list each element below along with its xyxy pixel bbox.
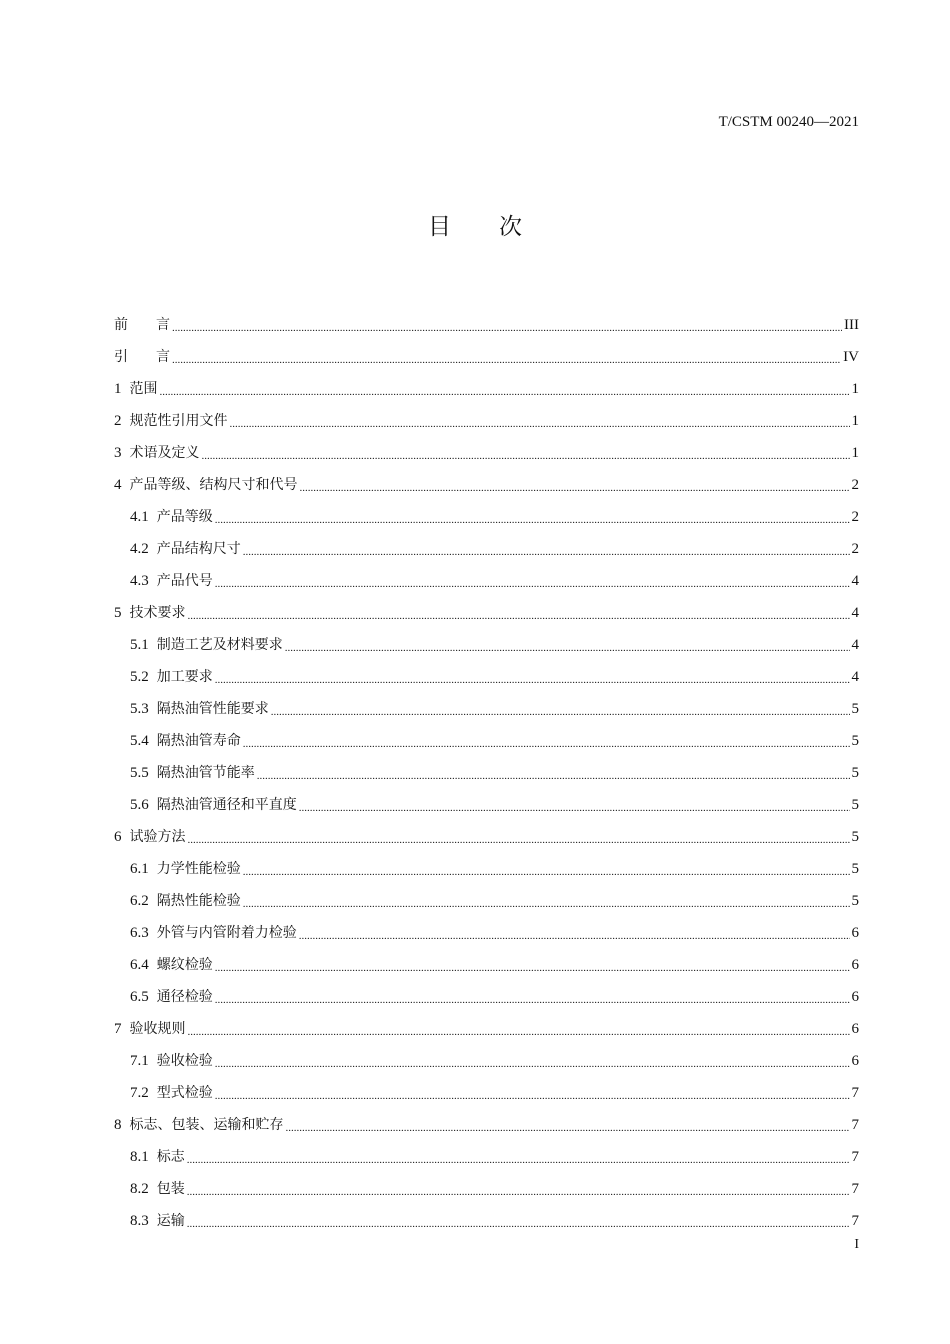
toc-entry-label: 产品代号	[156, 573, 213, 589]
toc-entry-label: 隔热油管寿命	[156, 733, 241, 749]
toc-entry-label: 标志、包装、运输和贮存	[129, 1117, 284, 1133]
toc-entry[interactable]	[114, 629, 859, 661]
toc-entry-number: 6.2	[130, 893, 149, 909]
toc-entry-number: 5.4	[130, 733, 149, 749]
footer-page-number: I	[854, 1237, 859, 1252]
toc-entry[interactable]	[114, 341, 859, 373]
toc-entry-number: 8.1	[130, 1149, 149, 1165]
toc-entry[interactable]	[114, 757, 859, 789]
toc-entry[interactable]	[114, 821, 859, 853]
toc-entry-label: 术语及定义	[129, 445, 200, 461]
toc-entry-label: 标志	[156, 1149, 185, 1165]
toc-entry-label: 制造工艺及材料要求	[156, 637, 283, 653]
toc-entry-label: 验收检验	[156, 1053, 213, 1069]
toc-entry-label: 技术要求	[129, 605, 186, 621]
toc-entry[interactable]	[114, 693, 859, 725]
toc-entry[interactable]	[114, 309, 859, 341]
toc-entry-label: 产品等级、结构尺寸和代号	[129, 477, 298, 493]
toc-leader-dots	[243, 734, 850, 754]
toc-leader-dots	[271, 702, 850, 722]
toc-entry-page: 5	[851, 701, 859, 717]
toc-entry-label: 前 言	[114, 317, 170, 333]
toc-entry-number: 6.3	[130, 925, 149, 941]
toc-leader-dots	[230, 414, 850, 434]
toc-leader-dots	[172, 318, 842, 338]
toc-entry-number: 8.3	[130, 1213, 149, 1229]
toc-entry-page: 2	[851, 509, 859, 525]
toc-entry-page: 5	[851, 765, 859, 781]
toc-entry[interactable]	[114, 917, 859, 949]
toc-entry-page: 1	[851, 413, 859, 429]
toc-entry-label: 外管与内管附着力检验	[156, 925, 297, 941]
toc-entry-page: 5	[851, 797, 859, 813]
toc-entry-label: 隔热油管通径和平直度	[156, 797, 297, 813]
toc-entry-number: 5.1	[130, 637, 149, 653]
page-title	[0, 208, 950, 241]
toc-entry-number: 5	[114, 605, 122, 621]
toc-entry-number: 3	[114, 445, 122, 461]
toc-entry-label: 引 言	[114, 349, 170, 365]
toc-leader-dots	[243, 542, 850, 562]
toc-entry[interactable]	[114, 725, 859, 757]
toc-entry-page: 1	[851, 381, 859, 397]
toc-entry[interactable]	[114, 661, 859, 693]
toc-entry[interactable]	[114, 533, 859, 565]
toc-entry[interactable]	[114, 565, 859, 597]
toc-leader-dots	[188, 606, 850, 626]
toc-entry-number: 6.1	[130, 861, 149, 877]
toc-entry-label: 范围	[129, 381, 158, 397]
toc-leader-dots	[243, 862, 850, 882]
toc-entry-number: 1	[114, 381, 122, 397]
toc-entry[interactable]	[114, 373, 859, 405]
toc-entry-label: 包装	[156, 1181, 185, 1197]
toc-entry[interactable]	[114, 405, 859, 437]
toc-entry-number: 7	[114, 1021, 122, 1037]
toc-leader-dots	[299, 798, 850, 818]
toc-entry-label: 规范性引用文件	[129, 413, 228, 429]
toc-entry[interactable]	[114, 853, 859, 885]
toc-entry-label: 力学性能检验	[156, 861, 241, 877]
toc-leader-dots	[215, 958, 850, 978]
toc-entry-label: 型式检验	[156, 1085, 213, 1101]
toc-entry-number: 5.3	[130, 701, 149, 717]
toc-entry-page: 4	[851, 637, 859, 653]
toc-entry-page: 4	[851, 573, 859, 589]
toc-entry-page: 4	[851, 605, 859, 621]
toc-entry-page: 6	[851, 1053, 859, 1069]
toc-entry[interactable]	[114, 501, 859, 533]
toc-leader-dots	[215, 574, 850, 594]
toc-entry[interactable]	[114, 597, 859, 629]
toc-entry[interactable]	[114, 1109, 859, 1141]
toc-entry-page: 2	[851, 477, 859, 493]
toc-entry-label: 产品等级	[156, 509, 213, 525]
toc-entry-number: 6.5	[130, 989, 149, 1005]
toc-leader-dots	[257, 766, 850, 786]
toc-entry-page: 6	[851, 1021, 859, 1037]
toc-entry-label: 隔热油管节能率	[156, 765, 255, 781]
toc-entry-label: 隔热油管性能要求	[156, 701, 269, 717]
toc-entry-page: 7	[851, 1213, 859, 1229]
toc-entry-number: 7.1	[130, 1053, 149, 1069]
toc-leader-dots	[215, 1086, 850, 1106]
toc-entry-number: 7.2	[130, 1085, 149, 1101]
toc-entry-number: 8.2	[130, 1181, 149, 1197]
toc-entry-label: 通径检验	[156, 989, 213, 1005]
toc-entry-label: 加工要求	[156, 669, 213, 685]
toc-entry-number: 4	[114, 477, 122, 493]
toc-entry-page: 6	[851, 925, 859, 941]
toc-entry[interactable]	[114, 1205, 859, 1237]
toc-entry-page: 1	[851, 445, 859, 461]
title-char-right: 次	[499, 214, 522, 240]
toc-leader-dots	[172, 350, 841, 370]
toc-entry[interactable]	[114, 1141, 859, 1173]
toc-entry[interactable]	[114, 469, 859, 501]
toc-leader-dots	[215, 990, 850, 1010]
toc-entry-page: 7	[851, 1117, 859, 1133]
toc-leader-dots	[188, 1022, 850, 1042]
toc-entry-number: 5.5	[130, 765, 149, 781]
toc-entry-label: 验收规则	[129, 1021, 186, 1037]
toc-entry-number: 5.6	[130, 797, 149, 813]
toc-leader-dots	[300, 478, 850, 498]
toc-entry-page: 4	[851, 669, 859, 685]
toc-leader-dots	[286, 1118, 850, 1138]
toc-leader-dots	[187, 1150, 850, 1170]
toc-entry[interactable]	[114, 1077, 859, 1109]
toc-entry-page: IV	[843, 349, 859, 365]
toc-entry-number: 8	[114, 1117, 122, 1133]
toc-entry-page: 5	[851, 829, 859, 845]
toc-entry-number: 6.4	[130, 957, 149, 973]
toc-entry[interactable]	[114, 437, 859, 469]
toc-entry-label: 螺纹检验	[156, 957, 213, 973]
toc-leader-dots	[202, 446, 850, 466]
toc-leader-dots	[215, 1054, 850, 1074]
toc-entry[interactable]	[114, 1045, 859, 1077]
toc-entry-page: 2	[851, 541, 859, 557]
toc-entry-page: 5	[851, 893, 859, 909]
toc-leader-dots	[215, 670, 850, 690]
standard-code: T/CSTM 00240—2021	[718, 114, 859, 130]
toc-leader-dots	[285, 638, 850, 658]
toc-leader-dots	[188, 830, 850, 850]
toc-entry-number: 6	[114, 829, 122, 845]
toc-entry-page: 5	[851, 733, 859, 749]
toc-entry-page: 7	[851, 1149, 859, 1165]
toc-entry-page: 7	[851, 1181, 859, 1197]
toc-entry-label: 产品结构尺寸	[156, 541, 241, 557]
toc-leader-dots	[187, 1182, 850, 1202]
toc-entry[interactable]	[114, 789, 859, 821]
toc-entry-number: 4.1	[130, 509, 149, 525]
toc-leader-dots	[160, 382, 850, 402]
toc-entry-label: 试验方法	[129, 829, 186, 845]
toc-entry-number: 4.3	[130, 573, 149, 589]
toc-entry[interactable]	[114, 981, 859, 1013]
toc-leader-dots	[187, 1214, 850, 1234]
toc-entry-page: III	[844, 317, 859, 333]
toc-entry-page: 5	[851, 861, 859, 877]
toc-entry-number: 2	[114, 413, 122, 429]
title-char-left: 目	[428, 214, 451, 240]
toc-entry-number: 4.2	[130, 541, 149, 557]
toc-entry[interactable]	[114, 949, 859, 981]
toc-entry-number: 5.2	[130, 669, 149, 685]
toc-entry[interactable]	[114, 1173, 859, 1205]
toc-entry[interactable]	[114, 1013, 859, 1045]
toc-entry[interactable]	[114, 885, 859, 917]
toc-leader-dots	[243, 894, 850, 914]
toc-entry-label: 隔热性能检验	[156, 893, 241, 909]
toc-leader-dots	[215, 510, 850, 530]
table-of-contents	[114, 309, 859, 1237]
toc-leader-dots	[299, 926, 850, 946]
toc-entry-page: 6	[851, 989, 859, 1005]
toc-entry-page: 6	[851, 957, 859, 973]
toc-entry-page: 7	[851, 1085, 859, 1101]
toc-entry-label: 运输	[156, 1213, 185, 1229]
